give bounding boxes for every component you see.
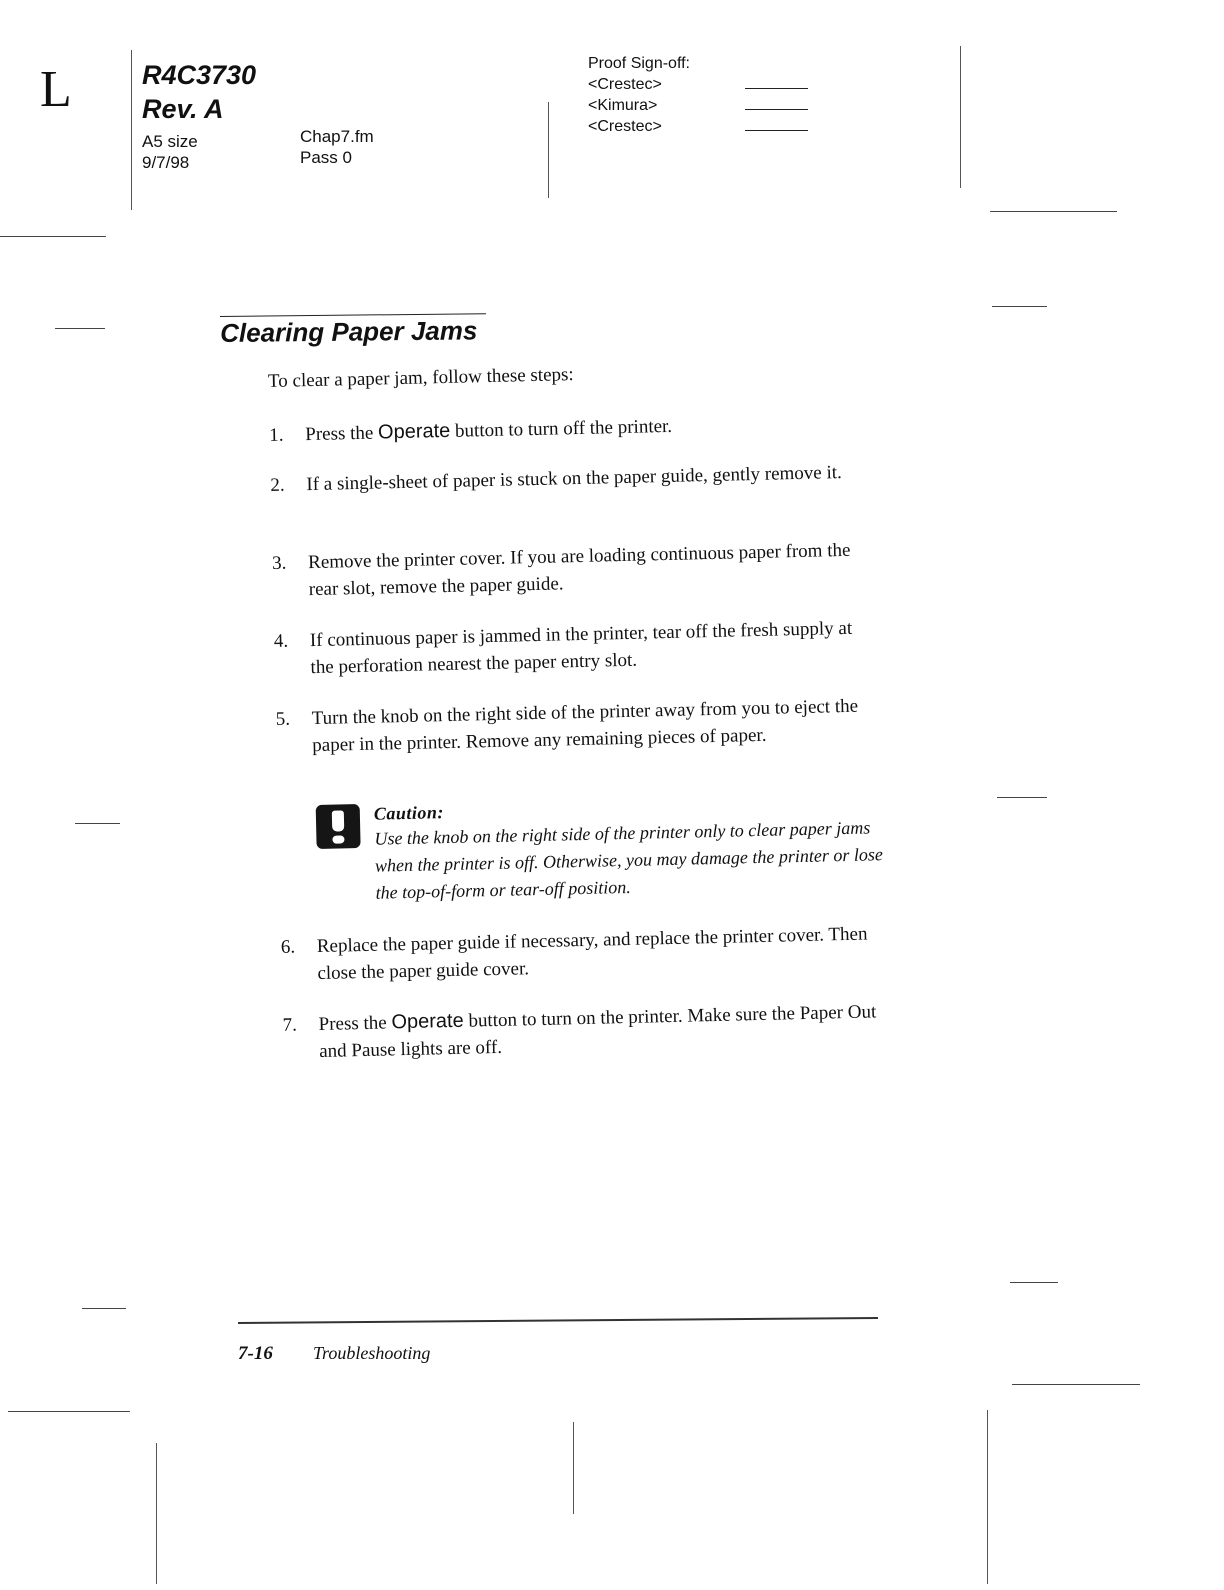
section-title: Clearing Paper Jams xyxy=(220,315,478,348)
step-text: If continuous paper is jammed in the printer, tear off the fresh supply at the perforation nearest the paper entry slot. xyxy=(309,617,853,679)
step-number: 2. xyxy=(270,474,285,496)
operate-button-label: Operate xyxy=(391,1009,464,1034)
caution-text: Use the knob on the right side of the printer only to clear paper jams when the printer is off. Otherwise, you may damage the printer or lose the top-of-form or tear-off position. xyxy=(374,817,884,903)
step-text: Remove the printer cover. If you are loading continuous paper from the rear slot, remove the paper guide. xyxy=(307,539,851,601)
step-4 xyxy=(273,614,874,679)
intro-text: To clear a paper jam, follow these steps: xyxy=(267,364,574,392)
step-1 xyxy=(269,408,869,446)
proof-name-3: <Crestec> xyxy=(588,118,662,135)
proof-name-1: <Crestec> xyxy=(588,76,662,93)
doc-pass: Pass 0 xyxy=(300,148,352,167)
step-5 xyxy=(275,692,875,757)
caution-title: Caution: xyxy=(373,802,445,824)
doc-file: Chap7.fm xyxy=(300,127,374,146)
step-7 xyxy=(282,998,882,1063)
step-number: 4. xyxy=(273,630,289,652)
step-number: 5. xyxy=(275,708,291,730)
step-text: If a single-sheet of paper is stuck on the paper guide, gently remove it. xyxy=(306,462,843,496)
caution-exclamation-icon xyxy=(316,804,361,849)
step-text: Press the Operate button to turn off the printer. xyxy=(305,415,673,446)
step-2 xyxy=(270,458,870,496)
proof-name-2: <Kimura> xyxy=(588,97,658,114)
step-3 xyxy=(271,536,872,601)
step-text: Replace the paper guide if necessary, and replace the printer cover. Then close the paper guide cover. xyxy=(316,923,868,985)
revision: Rev. A xyxy=(142,94,224,124)
step-text: Press the Operate button to turn on the printer. Make sure the Paper Out and Pause lights are off. xyxy=(318,1001,877,1063)
step-number: 7. xyxy=(282,1014,298,1036)
margin-mark: L xyxy=(40,61,72,118)
step-text: Turn the knob on the right side of the printer away from you to eject the paper in the printer. Remove any remaining pieces of paper. xyxy=(311,695,859,757)
operate-button-label: Operate xyxy=(377,419,451,444)
doc-date: 9/7/98 xyxy=(142,153,190,172)
step-number: 1. xyxy=(269,424,284,446)
step-number: 3. xyxy=(271,552,287,574)
page-number: 7-16 xyxy=(238,1343,273,1364)
doc-code: R4C3730 xyxy=(142,60,257,90)
step-6 xyxy=(280,920,881,985)
proof-title: Proof Sign-off: xyxy=(588,55,690,72)
step-number: 6. xyxy=(280,936,296,958)
doc-size: A5 size xyxy=(142,132,198,151)
chapter-name: Troubleshooting xyxy=(313,1343,431,1363)
